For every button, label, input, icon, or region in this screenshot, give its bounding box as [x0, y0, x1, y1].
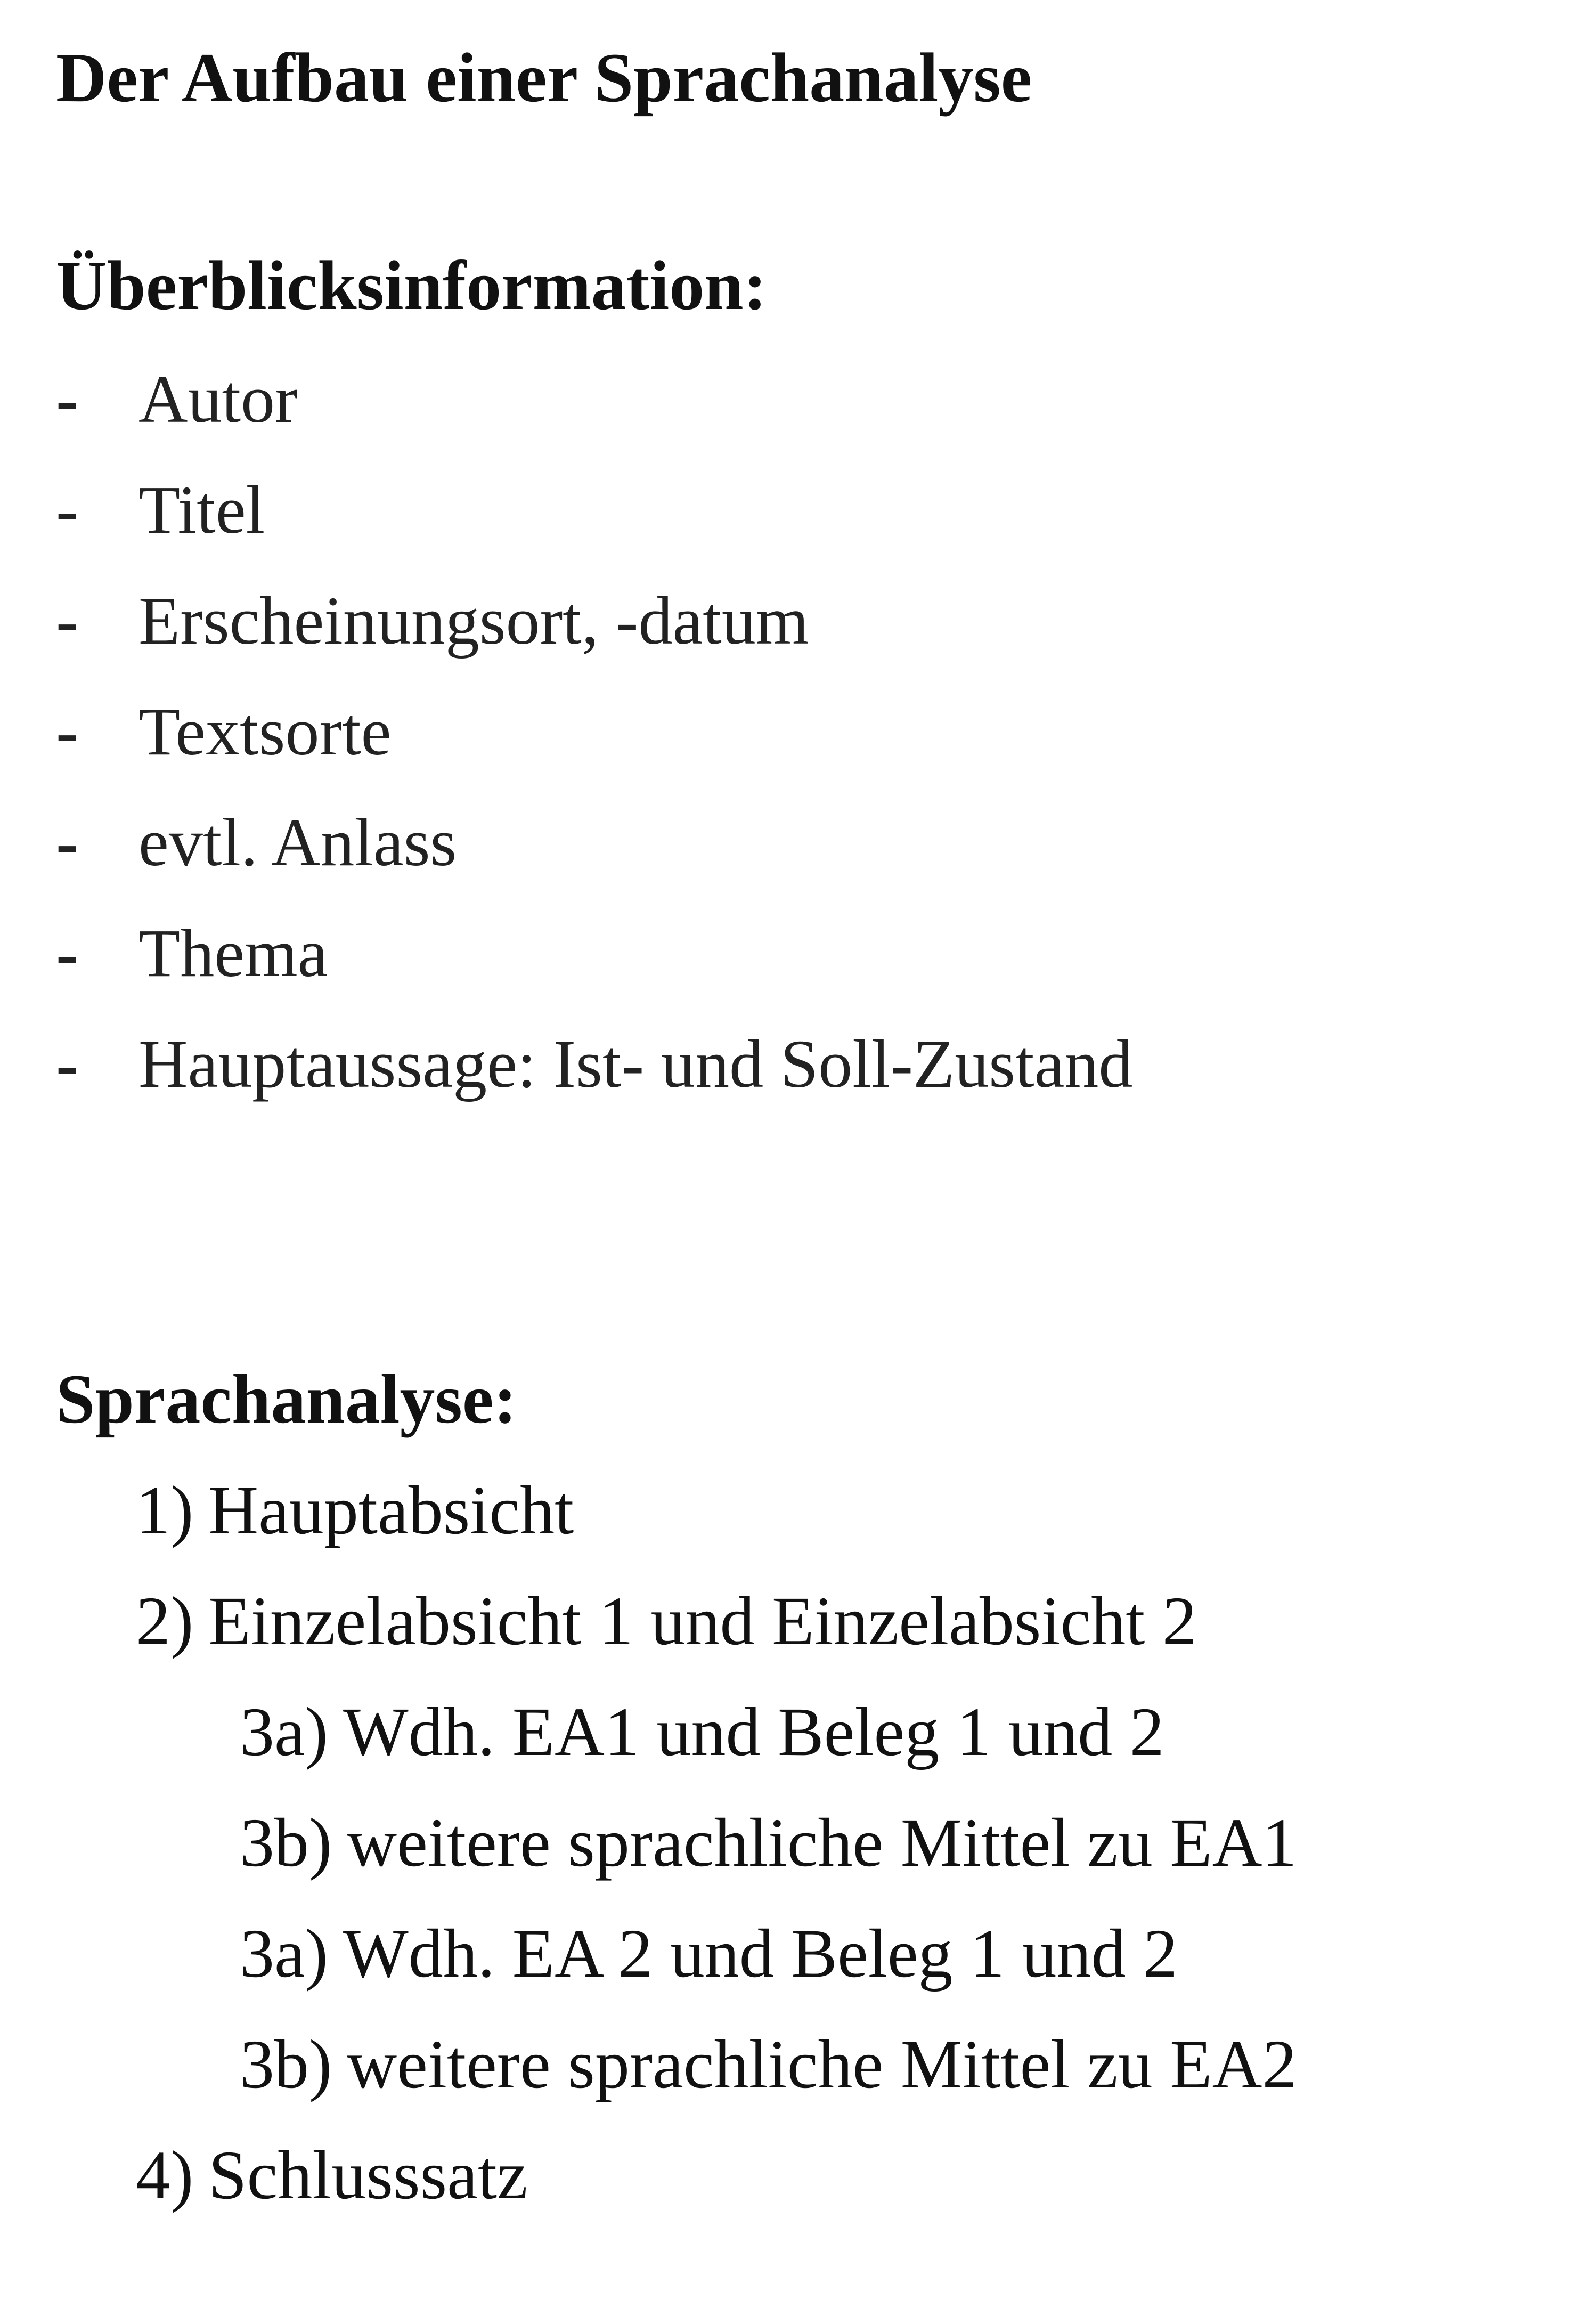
item-number: 3a) — [240, 1694, 328, 1770]
item-number: 1) — [136, 1472, 194, 1549]
bullet-dash: - — [56, 805, 79, 880]
bullet-dash: - — [56, 361, 79, 437]
bullet-dash: - — [56, 583, 79, 659]
bullet-dash: - — [56, 1026, 79, 1102]
overview-item-label: Erscheinungsort, -datum — [138, 583, 809, 659]
analysis-subitem-ea1-evidence — [0, 1694, 1297, 1808]
overview-item-label: evtl. Anlass — [138, 805, 457, 880]
item-text: Hauptabsicht — [208, 1472, 574, 1549]
item-text: weitere sprachliche Mittel zu EA2 — [347, 2026, 1297, 2103]
item-text: Wdh. EA 2 und Beleg 1 und 2 — [343, 1915, 1178, 1992]
item-number: 3b) — [240, 1805, 332, 1881]
item-text: Einzelabsicht 1 und Einzelabsicht 2 — [208, 1583, 1197, 1660]
overview-item-label: Autor — [138, 361, 298, 437]
analysis-heading: Sprachanalyse: — [56, 1360, 517, 1438]
item-text: Wdh. EA1 und Beleg 1 und 2 — [343, 1694, 1164, 1770]
overview-item-label: Hauptaussage: Ist- und Soll-Zustand — [138, 1026, 1133, 1102]
analysis-subitem-ea2-means — [0, 2026, 1297, 2141]
bullet-dash: - — [56, 472, 79, 548]
analysis-list — [0, 1472, 1297, 2252]
analysis-item-main-intent — [0, 1472, 1297, 1587]
overview-item-label: Titel — [138, 472, 265, 548]
bullet-dash: - — [56, 915, 79, 991]
item-text: Schlusssatz — [208, 2137, 528, 2214]
overview-item-label: Textsorte — [138, 694, 392, 769]
item-number: 3b) — [240, 2026, 332, 2103]
item-number: 4) — [136, 2137, 194, 2214]
item-number: 3a) — [240, 1915, 328, 1992]
analysis-item-individual-intents — [0, 1583, 1297, 1697]
overview-item-label: Thema — [138, 915, 328, 991]
item-number: 2) — [136, 1583, 194, 1660]
item-text: weitere sprachliche Mittel zu EA1 — [347, 1805, 1297, 1881]
overview-heading: Überblicksinformation: — [56, 246, 767, 324]
bullet-dash: - — [56, 694, 79, 769]
document-title: Der Aufbau einer Sprachanalyse — [56, 38, 1032, 117]
analysis-subitem-ea1-means — [0, 1805, 1297, 1919]
analysis-subitem-ea2-evidence — [0, 1915, 1297, 2030]
analysis-item-conclusion — [0, 2137, 1297, 2252]
